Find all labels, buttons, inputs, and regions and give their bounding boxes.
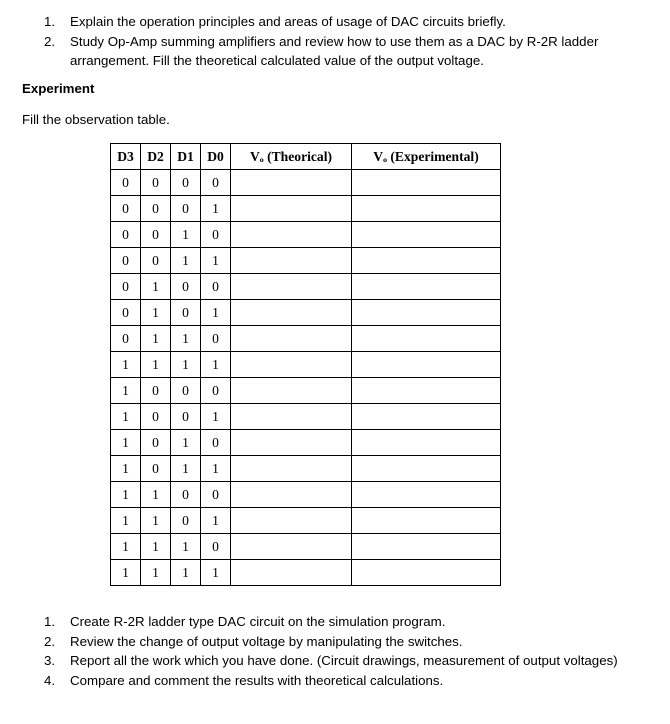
cell-d0: 0 — [201, 170, 231, 196]
cell-vo-theoretical — [231, 222, 352, 248]
cell-d2: 1 — [141, 300, 171, 326]
cell-vo-experimental — [352, 352, 501, 378]
table-row — [111, 456, 501, 482]
cell-d2: 1 — [141, 326, 171, 352]
procedure-item — [44, 632, 644, 652]
procedure-number: 3. — [44, 653, 56, 668]
cell-vo-theoretical — [231, 534, 352, 560]
cell-vo-experimental — [352, 248, 501, 274]
question-text: Study Op-Amp summing amplifiers and review how to use them as a DAC by R-2R ladder arrangement. Fill the theoretical calculated value of the output voltage. — [70, 33, 599, 68]
cell-d1: 0 — [171, 196, 201, 222]
cell-d3: 0 — [111, 326, 141, 352]
cell-d3: 1 — [111, 430, 141, 456]
cell-d1: 0 — [171, 274, 201, 300]
cell-vo-experimental — [352, 378, 501, 404]
procedure-list — [44, 612, 644, 690]
question-number: 1. — [44, 14, 56, 29]
procedure-text: Report all the work which you have done. (Circuit drawings, measurement of output voltages) — [70, 653, 618, 668]
observation-table — [110, 143, 501, 586]
cell-d0: 0 — [201, 430, 231, 456]
table-row — [111, 248, 501, 274]
header-d2: D2 — [141, 144, 171, 170]
cell-vo-theoretical — [231, 560, 352, 586]
cell-vo-experimental — [352, 222, 501, 248]
cell-d0: 1 — [201, 456, 231, 482]
table-instruction: Fill the observation table. — [22, 112, 170, 127]
question-list — [44, 12, 644, 71]
cell-d1: 0 — [171, 170, 201, 196]
cell-vo-theoretical — [231, 456, 352, 482]
cell-d2: 0 — [141, 248, 171, 274]
cell-d1: 1 — [171, 430, 201, 456]
cell-d2: 0 — [141, 404, 171, 430]
cell-d3: 1 — [111, 404, 141, 430]
cell-vo-experimental — [352, 274, 501, 300]
cell-d3: 1 — [111, 378, 141, 404]
cell-vo-experimental — [352, 404, 501, 430]
table-row — [111, 378, 501, 404]
table-row — [111, 326, 501, 352]
cell-vo-experimental — [352, 170, 501, 196]
cell-d1: 0 — [171, 404, 201, 430]
table-row — [111, 404, 501, 430]
table-row — [111, 482, 501, 508]
cell-d1: 1 — [171, 222, 201, 248]
table-row — [111, 274, 501, 300]
cell-d3: 1 — [111, 560, 141, 586]
cell-d1: 0 — [171, 300, 201, 326]
experiment-heading: Experiment — [22, 81, 95, 96]
cell-d2: 0 — [141, 430, 171, 456]
cell-d3: 0 — [111, 248, 141, 274]
cell-d2: 0 — [141, 222, 171, 248]
procedure-item — [44, 612, 644, 632]
cell-d3: 1 — [111, 508, 141, 534]
procedure-number: 1. — [44, 614, 56, 629]
cell-vo-experimental — [352, 300, 501, 326]
cell-d3: 1 — [111, 352, 141, 378]
question-number: 2. — [44, 33, 56, 49]
cell-d1: 0 — [171, 378, 201, 404]
cell-d2: 1 — [141, 508, 171, 534]
cell-d0: 1 — [201, 404, 231, 430]
procedure-item — [44, 671, 644, 691]
cell-vo-experimental — [352, 534, 501, 560]
cell-d0: 1 — [201, 508, 231, 534]
cell-vo-theoretical — [231, 326, 352, 352]
procedure-text: Compare and comment the results with theoretical calculations. — [70, 672, 444, 688]
cell-vo-theoretical — [231, 248, 352, 274]
cell-d0: 1 — [201, 352, 231, 378]
procedure-text: Review the change of output voltage by manipulating the switches. — [70, 633, 463, 649]
cell-d0: 0 — [201, 222, 231, 248]
table-row — [111, 300, 501, 326]
cell-d0: 0 — [201, 274, 231, 300]
cell-vo-theoretical — [231, 170, 352, 196]
header-vo-theoretical: Vₒ (Theorical) — [231, 144, 352, 170]
cell-vo-experimental — [352, 430, 501, 456]
table-row — [111, 508, 501, 534]
cell-vo-theoretical — [231, 352, 352, 378]
cell-d0: 1 — [201, 248, 231, 274]
cell-d1: 1 — [171, 248, 201, 274]
cell-vo-experimental — [352, 508, 501, 534]
cell-vo-theoretical — [231, 430, 352, 456]
cell-vo-theoretical — [231, 274, 352, 300]
cell-d0: 0 — [201, 326, 231, 352]
question-item — [44, 32, 644, 71]
cell-d3: 0 — [111, 170, 141, 196]
cell-d2: 1 — [141, 274, 171, 300]
table-header-row — [111, 144, 501, 170]
cell-d3: 1 — [111, 482, 141, 508]
table-row — [111, 352, 501, 378]
cell-d1: 1 — [171, 456, 201, 482]
cell-vo-experimental — [352, 196, 501, 222]
table-row — [111, 430, 501, 456]
cell-d1: 1 — [171, 560, 201, 586]
cell-d2: 1 — [141, 534, 171, 560]
header-d1: D1 — [171, 144, 201, 170]
procedure-number: 2. — [44, 633, 56, 649]
cell-d3: 0 — [111, 300, 141, 326]
cell-d2: 0 — [141, 170, 171, 196]
cell-d2: 0 — [141, 378, 171, 404]
table-row — [111, 170, 501, 196]
header-d3: D3 — [111, 144, 141, 170]
cell-d0: 1 — [201, 196, 231, 222]
table-body — [111, 170, 501, 586]
cell-vo-theoretical — [231, 404, 352, 430]
table-row — [111, 222, 501, 248]
cell-d2: 0 — [141, 196, 171, 222]
table-row — [111, 196, 501, 222]
cell-d3: 0 — [111, 196, 141, 222]
cell-d1: 1 — [171, 326, 201, 352]
cell-d3: 0 — [111, 222, 141, 248]
cell-vo-experimental — [352, 560, 501, 586]
cell-d1: 1 — [171, 534, 201, 560]
cell-vo-theoretical — [231, 378, 352, 404]
cell-d2: 1 — [141, 482, 171, 508]
procedure-number: 4. — [44, 672, 56, 688]
cell-d1: 0 — [171, 482, 201, 508]
cell-d0: 1 — [201, 300, 231, 326]
cell-d0: 0 — [201, 534, 231, 560]
cell-d0: 0 — [201, 378, 231, 404]
cell-vo-experimental — [352, 482, 501, 508]
cell-d1: 1 — [171, 352, 201, 378]
question-item — [44, 12, 644, 32]
cell-d3: 1 — [111, 456, 141, 482]
header-d0: D0 — [201, 144, 231, 170]
cell-d2: 1 — [141, 560, 171, 586]
cell-d2: 1 — [141, 352, 171, 378]
cell-d1: 0 — [171, 508, 201, 534]
cell-d3: 0 — [111, 274, 141, 300]
cell-vo-experimental — [352, 456, 501, 482]
cell-d2: 0 — [141, 456, 171, 482]
cell-d0: 0 — [201, 482, 231, 508]
table-row — [111, 534, 501, 560]
header-vo-experimental: Vₒ (Experimental) — [352, 144, 501, 170]
procedure-text: Create R-2R ladder type DAC circuit on the simulation program. — [70, 614, 446, 629]
question-text: Explain the operation principles and areas of usage of DAC circuits briefly. — [70, 14, 506, 29]
cell-vo-theoretical — [231, 508, 352, 534]
procedure-item — [44, 651, 644, 671]
cell-vo-experimental — [352, 326, 501, 352]
cell-vo-theoretical — [231, 482, 352, 508]
cell-vo-theoretical — [231, 196, 352, 222]
cell-vo-theoretical — [231, 300, 352, 326]
cell-d0: 1 — [201, 560, 231, 586]
table-row — [111, 560, 501, 586]
cell-d3: 1 — [111, 534, 141, 560]
